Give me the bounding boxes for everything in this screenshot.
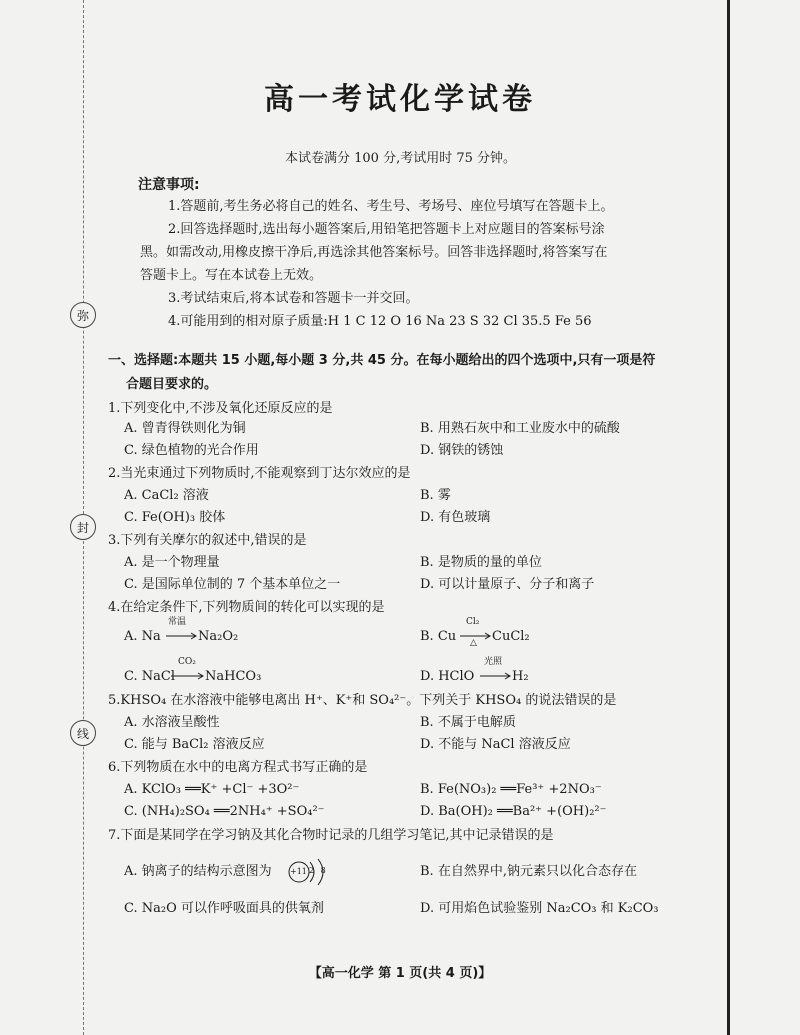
question-6-option-d: D. Ba(OH)₂ ══Ba²⁺ +(OH)₂²⁻	[420, 804, 607, 819]
question-4-option-a-product: Na₂O₂	[198, 629, 239, 644]
page-footer: 【高一化学 第 1 页(共 4 页)】	[308, 966, 492, 981]
question-4-option-b-product: CuCl₂	[492, 629, 530, 644]
question-7-stem: 7.下面是某同学在学习钠及其化合物时记录的几组学习笔记,其中记录错误的是	[108, 828, 554, 843]
question-4-stem: 4.在给定条件下,下列物质间的转化可以实现的是	[108, 600, 385, 615]
notice-2-line1: 2.回答选择题时,选出每小题答案后,用铅笔把答题卡上对应题目的答案标号涂	[168, 222, 605, 237]
question-4-option-c-product: NaHCO₃	[205, 669, 262, 684]
question-4-option-d-reactant: D. HClO	[420, 669, 475, 684]
question-4-option-c-reactant: C. NaCl	[124, 669, 175, 684]
question-3-stem: 3.下列有关摩尔的叙述中,错误的是	[108, 533, 307, 548]
seal-mark-feng: 封	[70, 514, 96, 540]
question-4-option-c-condition: CO₂	[178, 657, 196, 667]
question-1-option-b: B. 用熟石灰中和工业废水中的硫酸	[420, 421, 620, 436]
notice-2-line2: 黑。如需改动,用橡皮擦干净后,再选涂其他答案标号。回答非选择题时,将答案写在	[140, 245, 608, 260]
question-2-option-a: A. CaCl₂ 溶液	[124, 488, 209, 503]
question-7-option-c: C. Na₂O 可以作呼吸面具的供氧剂	[124, 901, 324, 916]
notice-2-line3: 答题卡上。写在本试卷上无效。	[140, 268, 323, 283]
question-6-option-c: C. (NH₄)₂SO₄ ══2NH₄⁺ +SO₄²⁻	[124, 804, 325, 819]
exam-title: 高一考试化学试卷	[264, 82, 536, 117]
section-1-heading: 一、选择题:本题共 15 小题,每小题 3 分,共 45 分。在每小题给出的四个选项中,只有一项是符	[108, 353, 656, 368]
question-3-option-b: B. 是物质的量的单位	[420, 555, 542, 570]
question-7-option-b: B. 在自然界中,钠元素只以化合态存在	[420, 864, 637, 879]
question-4-option-d-product: H₂	[512, 669, 529, 684]
question-5-option-b: B. 不属于电解质	[420, 715, 516, 730]
question-3-option-a: A. 是一个物理量	[124, 555, 220, 570]
question-5-option-d: D. 不能与 NaCl 溶液反应	[420, 737, 571, 752]
question-4-option-b-reactant: B. Cu	[420, 629, 457, 644]
question-5-option-c: C. 能与 BaCl₂ 溶液反应	[124, 737, 265, 752]
question-4-option-a-condition: 常温	[168, 617, 187, 627]
question-2-stem: 2.当光束通过下列物质时,不能观察到丁达尔效应的是	[108, 466, 411, 481]
notice-4: 4.可能用到的相对原子质量:H 1 C 12 O 16 Na 23 S 32 Cl 35.5 Fe 56	[168, 314, 592, 329]
notice-3: 3.考试结束后,将本试卷和答题卡一并交回。	[168, 291, 419, 306]
sodium-ion-nucleus-label: +11	[290, 867, 307, 876]
question-2-option-d: D. 有色玻璃	[420, 510, 491, 525]
question-5-stem: 5.KHSO₄ 在水溶液中能够电离出 H⁺、K⁺和 SO₄²⁻。下列关于 KHSO₄ 的说法错误的是	[108, 693, 617, 708]
seal-mark-xian: 线	[70, 720, 96, 746]
sodium-ion-structure-diagram	[286, 856, 336, 888]
question-6-option-b: B. Fe(NO₃)₂ ══Fe³⁺ +2NO₃⁻	[420, 782, 602, 797]
question-4-option-d-condition: 光照	[484, 657, 503, 667]
question-5-option-a: A. 水溶液呈酸性	[124, 715, 220, 730]
question-1-stem: 1.下列变化中,不涉及氧化还原反应的是	[108, 401, 333, 416]
sodium-ion-shell-electrons: 2 8	[309, 866, 328, 875]
notice-heading: 注意事项:	[138, 177, 200, 193]
question-4-option-a-reactant: A. Na	[124, 629, 161, 644]
question-4-option-b-heat: △	[470, 638, 477, 648]
question-2-option-c: C. Fe(OH)₃ 胶体	[124, 510, 226, 525]
question-3-option-c: C. 是国际单位制的 7 个基本单位之一	[124, 577, 341, 592]
question-7-option-a: A. 钠离子的结构示意图为	[124, 864, 272, 879]
question-1-option-d: D. 钢铁的锈蚀	[420, 443, 504, 458]
question-6-stem: 6.下列物质在水中的电离方程式书写正确的是	[108, 760, 368, 775]
question-7-option-d: D. 可用焰色试验鉴别 Na₂CO₃ 和 K₂CO₃	[420, 901, 659, 916]
exam-intro: 本试卷满分 100 分,考试用时 75 分钟。	[285, 151, 517, 166]
notice-1: 1.答题前,考生务必将自己的姓名、考生号、考场号、座位号填写在答题卡上。	[168, 199, 614, 214]
question-1-option-c: C. 绿色植物的光合作用	[124, 443, 259, 458]
question-2-option-b: B. 雾	[420, 488, 451, 503]
question-3-option-d: D. 可以计量原子、分子和离子	[420, 577, 595, 592]
section-1-heading-cont: 合题目要求的。	[126, 377, 218, 392]
question-1-option-a: A. 曾青得铁则化为铜	[124, 421, 246, 436]
question-6-option-a: A. KClO₃ ══K⁺ +Cl⁻ +3O²⁻	[124, 782, 300, 797]
seal-mark-mi: 弥	[70, 302, 96, 328]
question-4-option-b-condition: Cl₂	[466, 617, 480, 627]
